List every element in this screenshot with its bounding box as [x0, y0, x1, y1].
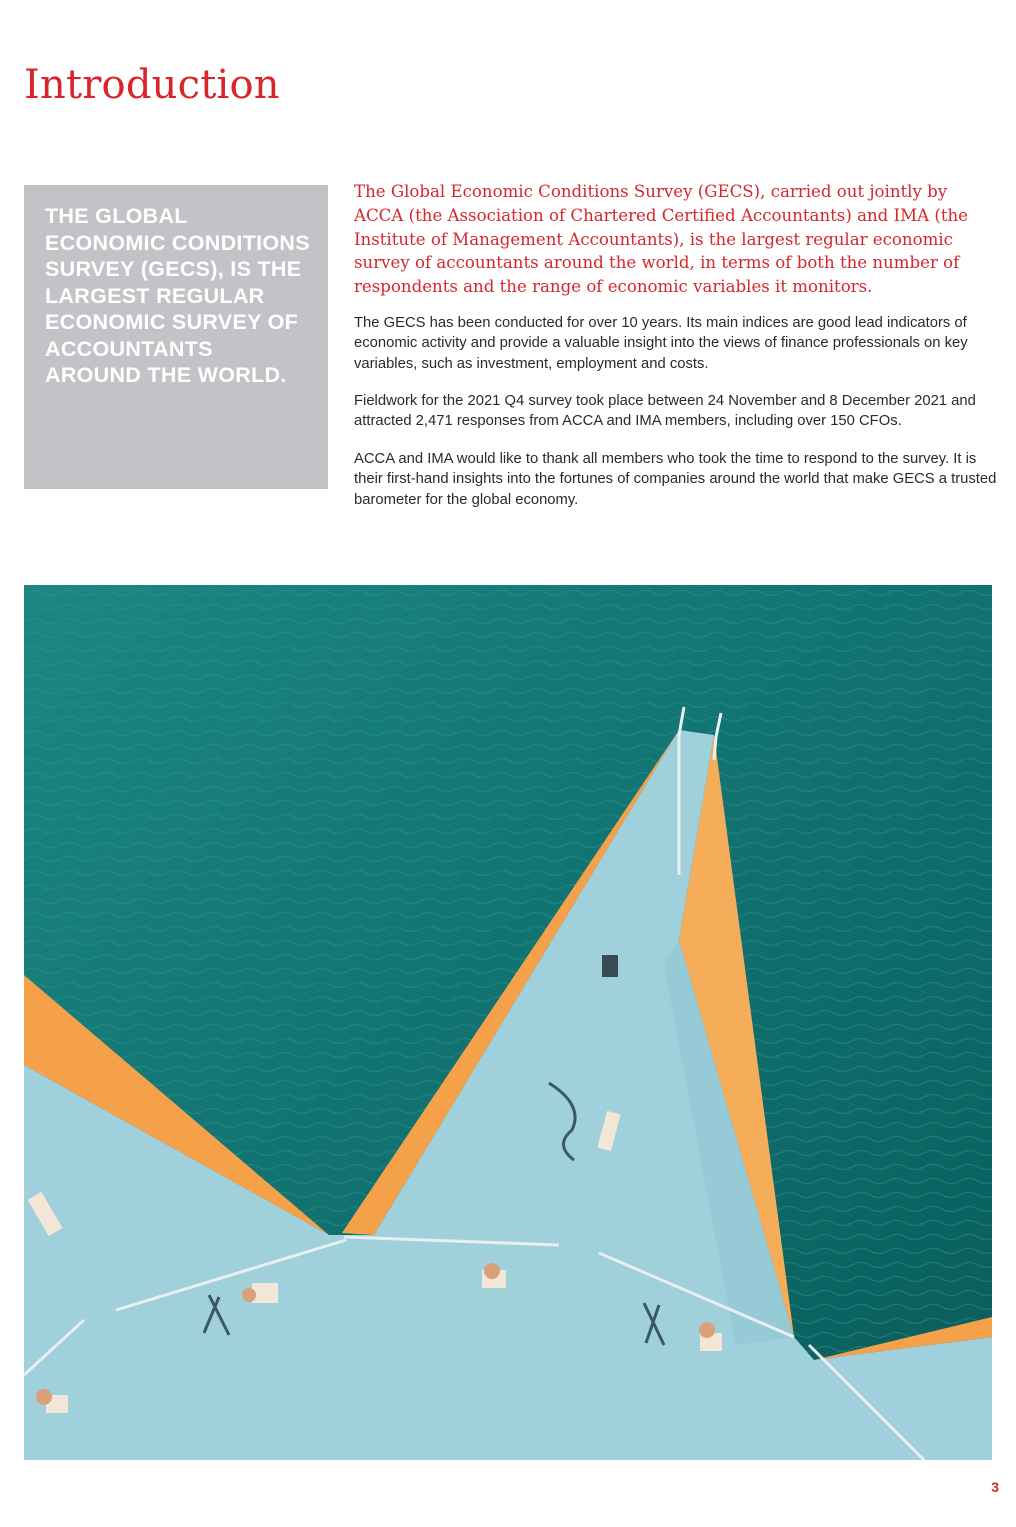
pullquote-text: THE GLOBAL ECONOMIC CONDITIONS SURVEY (GECS), IS THE LARGEST REGULAR ECONOMIC SURVEY OF ACCOUNTANTS AROUND THE WORLD. [45, 204, 310, 387]
body-paragraph-3: ACCA and IMA would like to thank all members who took the time to respond to the survey. It is their first-hand insights into the fortunes of companies around the world that make GECS a trusted barometer for the global economy. [354, 451, 997, 508]
aerial-pier-photo [24, 585, 992, 1460]
body-paragraph-1: The GECS has been conducted for over 10 years. Its main indices are good lead indicators of economic activity and provide a valuable insight into the views of finance professionals on key variables, such as investment, employment and costs. [354, 315, 968, 372]
page-title: Introduction [24, 62, 280, 108]
page-number: 3 [991, 1479, 999, 1495]
intro-lead-paragraph: The Global Economic Conditions Survey (GECS), carried out jointly by ACCA (the Association of Chartered Certified Accountants) and IMA (the Institute of Management Accountants), is the largest regular economic survey of accountants around the world, in terms of both the number of respondents and the range of economic variables it monitors. [354, 182, 968, 297]
body-paragraph-2: Fieldwork for the 2021 Q4 survey took place between 24 November and 8 December 2021 and attracted 2,471 responses from ACCA and IMA members, including over 150 CFOs. [354, 393, 976, 430]
pullquote-box [24, 185, 328, 489]
